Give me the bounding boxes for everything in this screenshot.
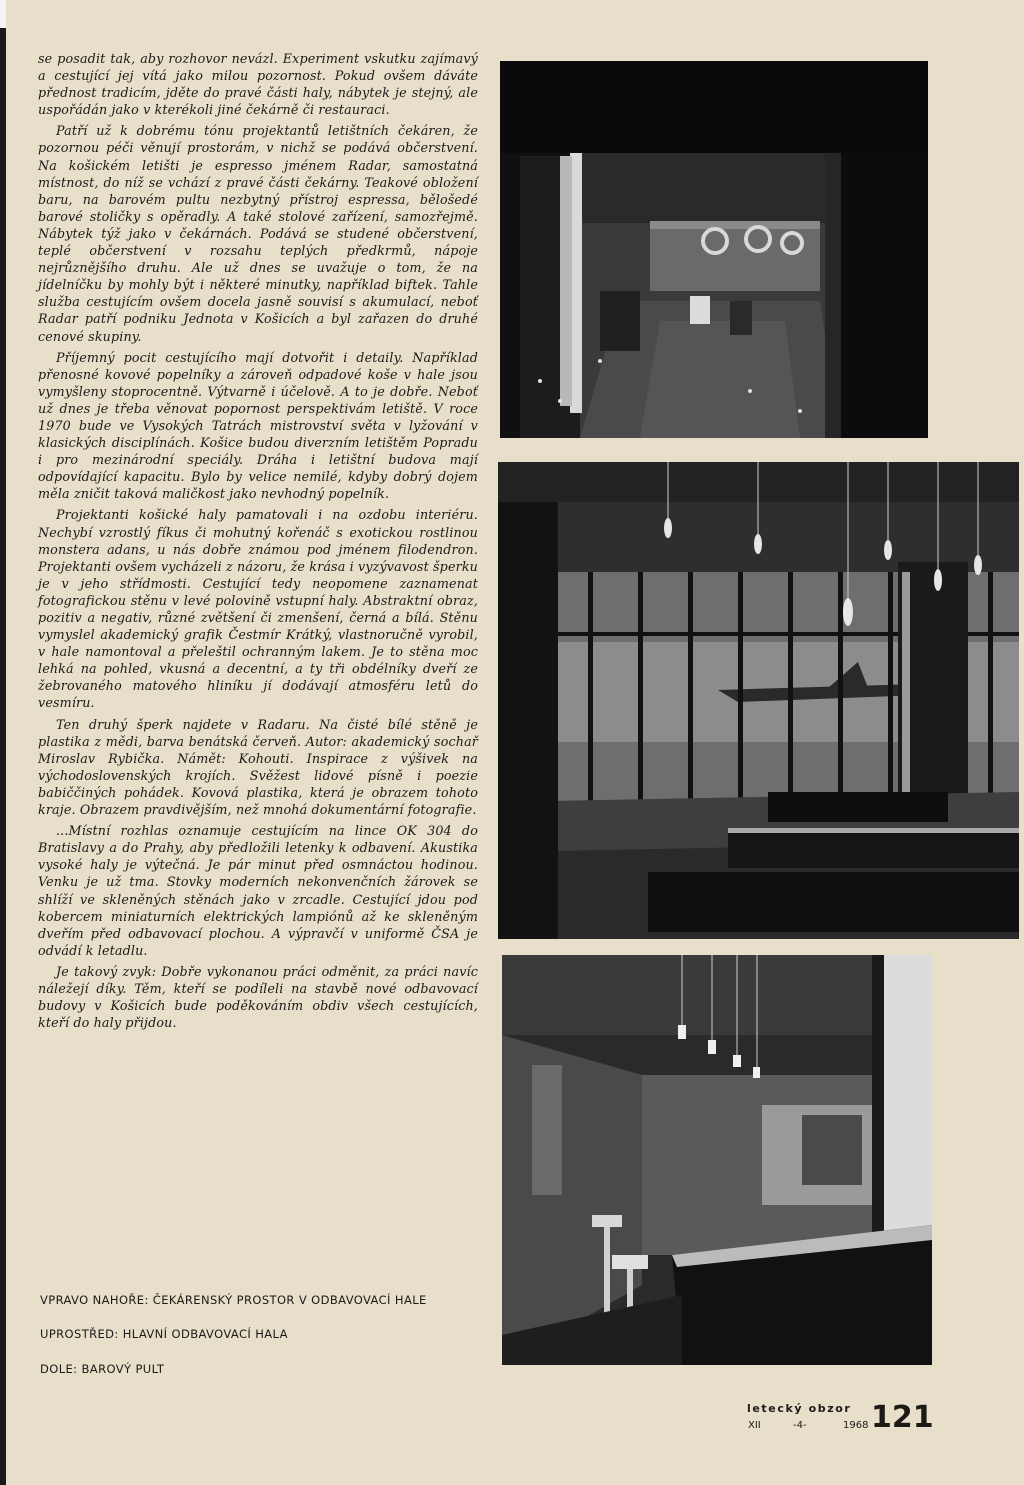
waiting-area-illustration	[500, 61, 928, 438]
article-paragraph: Patří už k dobrému tónu projektantů letištních čekáren, že pozornou péči věnují prostorám, v nichž se podává občerstvení. Na košickém letišti je espresso jménem Radar, samostatná místnost, do níž se vchází z pravé části čekárny. Teakové obložení baru, na barovém pultu nezbytný přístroj espressa, bělošedé barové stoličky s opěradly. A také stolové zařízení, samozřejmě. Nábytek týž jako v čekárnách. Podává se studené občerstvení, teplé občerstvení v rozsahu teplých předkrmů, nápoje nejrůznějšího druhu. Ale už dnes se uvažuje o tom, že na jídelníčku by mohly být i některé minutky, například biftek. Tahle služba cestujícím ovšem docela jasně souvisí s akumulací, neboť Radar patří podniku Jednota v Košicích a byl zařazen do druhé cenové skupiny.	[38, 123, 478, 344]
page-edge-highlight	[0, 0, 6, 28]
caption-middle-photo: UPROSTŘED: HLAVNÍ ODBAVOVACÍ HALA	[40, 1327, 288, 1341]
article-paragraph: Je takový zvyk: Dobře vykonanou práci odměnit, za práci navíc náležejí díky. Těm, kteří se podíleli na stavbě nové odbavovací budovy v Košicích bude poděkováním obdiv všech cestujících, kteří do haly přijdou.	[38, 963, 478, 1031]
article-paragraph: Projektanti košické haly pamatovali i na ozdobu interiéru. Nechybí vzrostlý fíkus či mohutný kořenáč s exotickou rostlinou monstera adans, u nás dobře známou pod jménem filodendron. Projektanti ovšem vycházeli z názoru, že krása i vyzývavost šperku je v jeho střídmosti. Cestující tedy neopomene zaznamenat fotografickou stěnu v levé polovině vstupní haly. Abstraktní obraz, pozitiv a negativ, různé zvětšení či zmenšení, černá a bílá. Stěnu vymyslel akademický grafik Čestmír Krátký, vlastnoručně vyrobil, v hale namontoval a přeleštil ochranným lakem. Je to stěna moc lehká na pohled, vkusná a decentní, a ty tři obdélníky dveří ze žebrovaného matového hliníku jí dodávají atmosféru letů do vesmíru.	[38, 507, 478, 711]
article-paragraph: Příjemný pocit cestujícího mají dotvořit i detaily. Například přenosné kovové popelníky a zároveň odpadové koše v hale jsou vymyšleny stoprocentně. Výtvarně i účelově. A to je dobře. Neboť už dnes je třeba věnovat popornost perspektivám letiště. V roce 1970 bude ve Vysokých Tatrách mistrovství světa v lyžování v klasických disciplínách. Košice budou diverzním letištěm Popradu i pro mezinárodní speciály. Dráha i letištní budova mají odpovídající kapacitu. Bylo by velice nemilé, kdyby dobrý dojem měla zničit taková maličkost jako nevhodný popelník.	[38, 349, 478, 502]
issue-year: 1968	[843, 1420, 869, 1431]
caption-bottom-photo: DOLE: BAROVÝ PULT	[40, 1362, 165, 1376]
article-paragraph: Ten druhý šperk najdete v Radaru. Na čisté bílé stěně je plastika z mědi, barva benátská červeň. Autor: akademický sochař Miroslav Rybička. Námět: Kohouti. Inspirace z výšivek na východoslovenských krojích. Svěžest lidové písně i poezie babiččiných pohádek. Kovová plastika, která je obrazem tohoto kraje. Obrazem pravdivějším, než mnohá dokumentární fotografie.	[38, 716, 478, 818]
photo-bar-counter	[502, 955, 932, 1365]
article-text-column	[38, 50, 478, 1035]
page-number: 121	[871, 1400, 934, 1435]
caption-top-photo: VPRAVO NAHOŘE: ČEKÁRENSKÝ PROSTOR V ODBAVOVACÍ HALE	[40, 1293, 427, 1307]
issue-volume: XII	[748, 1420, 761, 1431]
bar-counter-illustration	[502, 955, 932, 1365]
article-paragraph: se posadit tak, aby rozhovor nevázl. Experiment vskutku zajímavý a cestující jej vítá jako milou pozornost. Pokud ovšem dáváte přednost tradicím, jděte do pravé části haly, nábytek je stejný, ale uspořádán jako v kterékoli jiné čekárně či restauraci.	[38, 51, 478, 118]
main-hall-illustration	[498, 462, 1019, 939]
article-paragraph: ...Místní rozhlas oznamuje cestujícím na lince OK 304 do Bratislavy a do Prahy, aby předložili letenky k odbavení. Akustika vysoké haly je výtečná. Je pár minut před osmnáctou hodinou. Venku je už tma. Stovky moderních nekonvenčních žárovek se shlíží ve skleněných stěnách jako v zrcadle. Cestující jdou pod kobercem miniaturních elektrických lampiónů až ke skleněným dveřím před odbavovací plochou. A výpravčí v uniformě ČSA je odvádí k letadlu.	[38, 823, 478, 958]
photo-main-hall	[498, 462, 1019, 939]
magazine-title: letecký obzor	[747, 1402, 852, 1415]
page-edge	[0, 0, 6, 1485]
photo-waiting-area	[500, 61, 928, 438]
issue-number: -4-	[793, 1420, 807, 1431]
page-footer	[745, 1402, 945, 1442]
